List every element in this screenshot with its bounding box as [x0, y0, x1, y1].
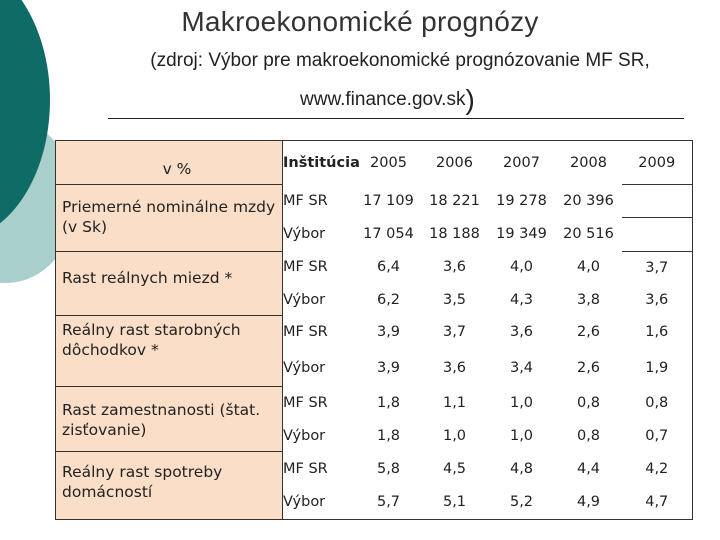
row-group-label: Rast zamestnanosti (štat. zisťovanie)	[62, 400, 261, 439]
institution-cell: Výbor	[283, 226, 326, 243]
value-cell: 2,6	[576, 359, 601, 376]
institution-cell: MF SR	[283, 324, 328, 341]
value-cell: 19 278	[496, 192, 547, 209]
value-cell: 4,0	[509, 259, 534, 276]
value-cell: 2,6	[576, 324, 601, 341]
value-cell: 3,5	[442, 291, 467, 308]
table-row	[56, 185, 693, 217]
row-group-label-cell	[56, 452, 283, 520]
value-cell: 18 188	[429, 226, 480, 243]
value-cell: 5,8	[376, 460, 401, 477]
value-cell: 3,6	[442, 359, 467, 376]
value-cell: 4,4	[576, 460, 601, 477]
source-line: (zdroj: Výbor pre makroekonomické prognózovanie MF SR,	[150, 50, 650, 71]
value-cell: 17 054	[363, 226, 414, 243]
institution-cell: Výbor	[283, 291, 326, 308]
value-cell: 1,6	[622, 316, 693, 349]
value-cell: 5,7	[356, 485, 422, 519]
value-cell: 1,0	[509, 395, 534, 412]
unit-label-cell	[56, 141, 283, 185]
value-cell: 0,8	[576, 395, 601, 412]
table-row	[56, 316, 693, 349]
value-cell: 0,7	[622, 420, 693, 452]
value-cell: 0,8	[622, 386, 693, 419]
source-url-line	[300, 84, 475, 116]
year-header: 2005	[356, 141, 422, 185]
header-row	[56, 141, 693, 185]
row-group-label: Rast reálnych miezd *	[62, 268, 233, 287]
value-cell: 3,7	[442, 324, 467, 341]
value-cell: 4,5	[442, 460, 467, 477]
value-cell: 1,1	[442, 395, 467, 412]
value-cell: 19 349	[496, 226, 547, 243]
institution-cell: MF SR	[283, 395, 328, 412]
value-cell: 3,9	[376, 359, 401, 376]
value-cell: 1,8	[376, 395, 401, 412]
value-cell: 18 221	[429, 192, 480, 209]
value-cell: 17 109	[363, 192, 414, 209]
value-cell: 0,8	[576, 427, 601, 444]
value-cell: 3,7	[622, 251, 693, 283]
value-cell: 20 516	[563, 226, 614, 243]
year-header: 2006	[422, 141, 488, 185]
value-cell: 3,6	[442, 259, 467, 276]
value-cell: 20 396	[563, 192, 614, 209]
row-group-label-cell	[56, 386, 283, 452]
row-group-label-cell	[56, 185, 283, 252]
value-cell: 4,2	[622, 452, 693, 485]
value-cell: 5,1	[422, 485, 488, 519]
value-cell: 4,9	[556, 485, 622, 519]
value-cell: 4,0	[576, 259, 601, 276]
forecast-table	[55, 140, 693, 520]
value-cell: 3,6	[509, 324, 534, 341]
year-header: 2008	[556, 141, 622, 185]
institution-header: Inštitúcia	[283, 141, 356, 185]
page-title: Makroekonomické prognózy	[181, 6, 539, 37]
row-group-label: Reálny rast spotreby domácností	[62, 463, 223, 502]
row-group-label: Priemerné nominálne mzdy (v Sk)	[62, 198, 276, 237]
value-cell: 1,0	[509, 427, 534, 444]
table-row	[56, 386, 693, 419]
value-cell: 4,7	[622, 485, 693, 519]
unit-label: v %	[162, 160, 192, 178]
table-row	[56, 251, 693, 283]
value-cell: 3,6	[622, 284, 693, 316]
title-divider	[108, 118, 684, 119]
value-cell: 3,4	[509, 359, 534, 376]
institution-cell: MF SR	[283, 460, 328, 477]
institution-cell: Výbor	[283, 359, 326, 376]
row-group-label-cell	[56, 316, 283, 387]
institution-cell: Výbor	[283, 427, 326, 444]
institution-cell: MF SR	[283, 192, 328, 209]
institution-cell: MF SR	[283, 259, 328, 276]
institution-cell: Výbor	[283, 485, 356, 519]
value-cell: 1,0	[442, 427, 467, 444]
value-cell: 6,4	[376, 259, 401, 276]
value-cell: 6,2	[376, 291, 401, 308]
value-cell	[622, 185, 693, 217]
source-url: www.finance.gov.sk	[300, 89, 466, 110]
value-cell: 1,9	[622, 349, 693, 386]
value-cell: 5,2	[488, 485, 556, 519]
value-cell: 4,8	[509, 460, 534, 477]
value-cell: 4,3	[509, 291, 534, 308]
year-header: 2009	[622, 141, 693, 185]
value-cell: 3,8	[576, 291, 601, 308]
value-cell	[622, 217, 693, 251]
source-url-paren: )	[465, 84, 475, 115]
table-row	[56, 452, 693, 485]
value-cell: 1,8	[376, 427, 401, 444]
year-header: 2007	[488, 141, 556, 185]
row-group-label: Reálny rast starobných dôchodkov *	[62, 321, 241, 360]
value-cell: 3,9	[376, 324, 401, 341]
row-group-label-cell	[56, 251, 283, 316]
